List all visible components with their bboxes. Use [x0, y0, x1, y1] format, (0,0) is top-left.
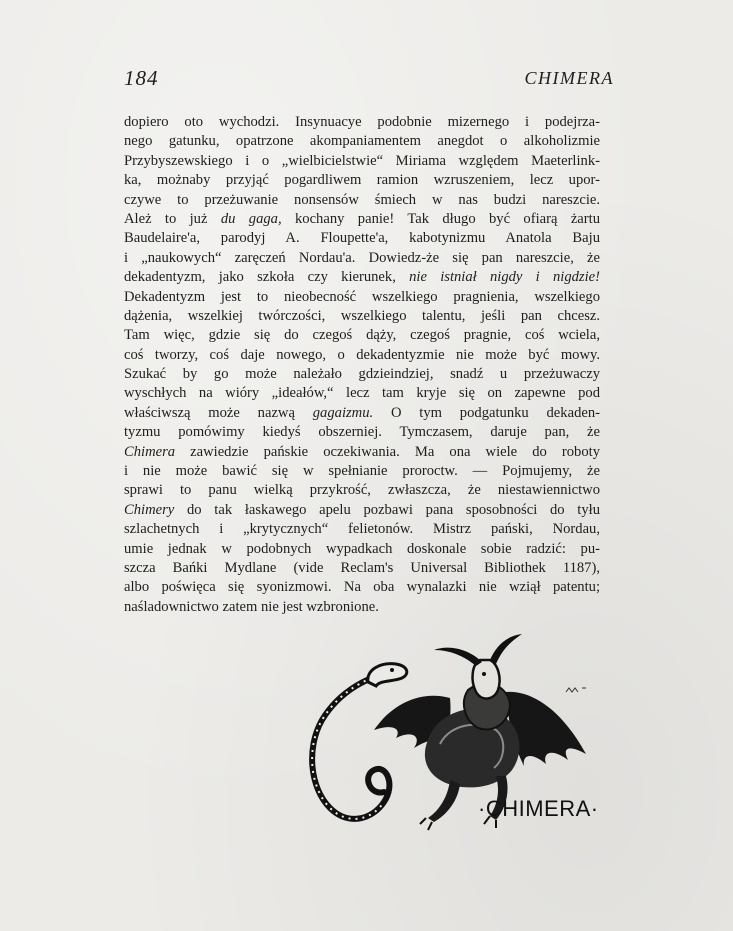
page-number: 184	[124, 66, 159, 90]
left-horn	[434, 648, 482, 666]
text-line: szlachetnych i „krytycznych“ felietonów. Mistrz pański, Nordau,	[124, 521, 600, 538]
front-leg	[428, 780, 460, 822]
text-line: albo poświęca się syonizmowi. Na oba wynalazki nie wziął patentu;	[124, 579, 600, 596]
goat-head	[473, 660, 500, 699]
text-line: Szukać by go może należało gdzieindziej, snadź u przeżuwaczy	[124, 366, 600, 383]
serpent-head	[368, 664, 407, 686]
text-line: dekadentyzm, jako szkoła czy kierunek, nie istniał nigdy i nigdzie!	[124, 269, 600, 286]
text-line: czywe to przeżuwanie nonsensów śmiech w nas budzi nareszcie.	[124, 191, 600, 208]
page-header	[124, 66, 614, 96]
text-line: Baudelaire'a, parodyj A. Floupette'a, kabotynizmu Anatola Baju	[124, 230, 600, 247]
right-horn	[490, 634, 522, 664]
text-line: właściwszą może nazwą gagaizmu. O tym podgatunku dekaden-	[124, 404, 600, 421]
text-line: sprawi to panu wielką przykrość, zwłaszcza, że niestawiennictwo	[124, 482, 600, 499]
text-line: szcza Bańki Mydlane (vide Reclam's Universal Bibliothek 1187),	[124, 559, 600, 576]
text-line: i nie może bawić się w spełnianie proroctw. — Pojmujemy, że	[124, 463, 600, 480]
text-line: tyzmu pomówimy kiedyś obszerniej. Tymczasem, daruje pan, że	[124, 424, 600, 441]
text-line: Dekadentyzm jest to nieobecność wszelkiego pragnienia, wszelkiego	[124, 288, 600, 305]
illustration-caption: ·CHIMERA·	[478, 796, 599, 821]
text-line: i „naukowych“ zaręczeń Nordau'a. Dowiedz-że się pan nareszcie, że	[124, 249, 600, 266]
text-line: Chimera zawiedzie pańskie oczekiwania. Ma ona wiele do roboty	[124, 443, 600, 460]
text-line: Chimery do tak łaskawego apelu pozbawi pana sposobności do tyłu	[124, 501, 600, 518]
text-line: coś tworzy, coś daje nowego, o dekadentyzmie nie może być mowy.	[124, 346, 600, 363]
text-line: ka, możnaby przyjąć pogardliwem ramion wzruszeniem, lecz upor-	[124, 172, 600, 189]
text-line: umie jednak w podobnych wypadkach doskonale sobie radzić: pu-	[124, 540, 600, 557]
text-line: Ależ to już du gaga, kochany panie! Tak długo być ofiarą żartu	[124, 210, 600, 227]
artist-signature	[566, 688, 586, 692]
text-line: wyschłych na wióry „ideałów,“ lecz tam kryje się on zapewne pod	[124, 385, 600, 402]
text-line: dążenia, wszelkiej twórczości, wszelkiego talentu, jeśli pan chcesz.	[124, 307, 600, 324]
text-line: nego gatunku, opatrzone akompaniamentem anegdot o alkoholizmie	[124, 133, 600, 150]
body-text	[124, 113, 600, 617]
text-line: naśladownictwo zatem nie jest wzbronione.	[124, 598, 379, 615]
serpent-tail	[312, 672, 392, 819]
running-title: CHIMERA	[524, 68, 614, 88]
text-line: Tam więc, gdzie się do czegoś dąży, czegoś pragnie, coś wciela,	[124, 327, 600, 344]
text-line: Przybyszewskiego i o „wielbicielstwie“ Miriama względem Maeterlink-	[124, 152, 600, 169]
text-line: dopiero oto wychodzi. Insynuacye podobnie mizernego i podejrza-	[124, 114, 600, 130]
